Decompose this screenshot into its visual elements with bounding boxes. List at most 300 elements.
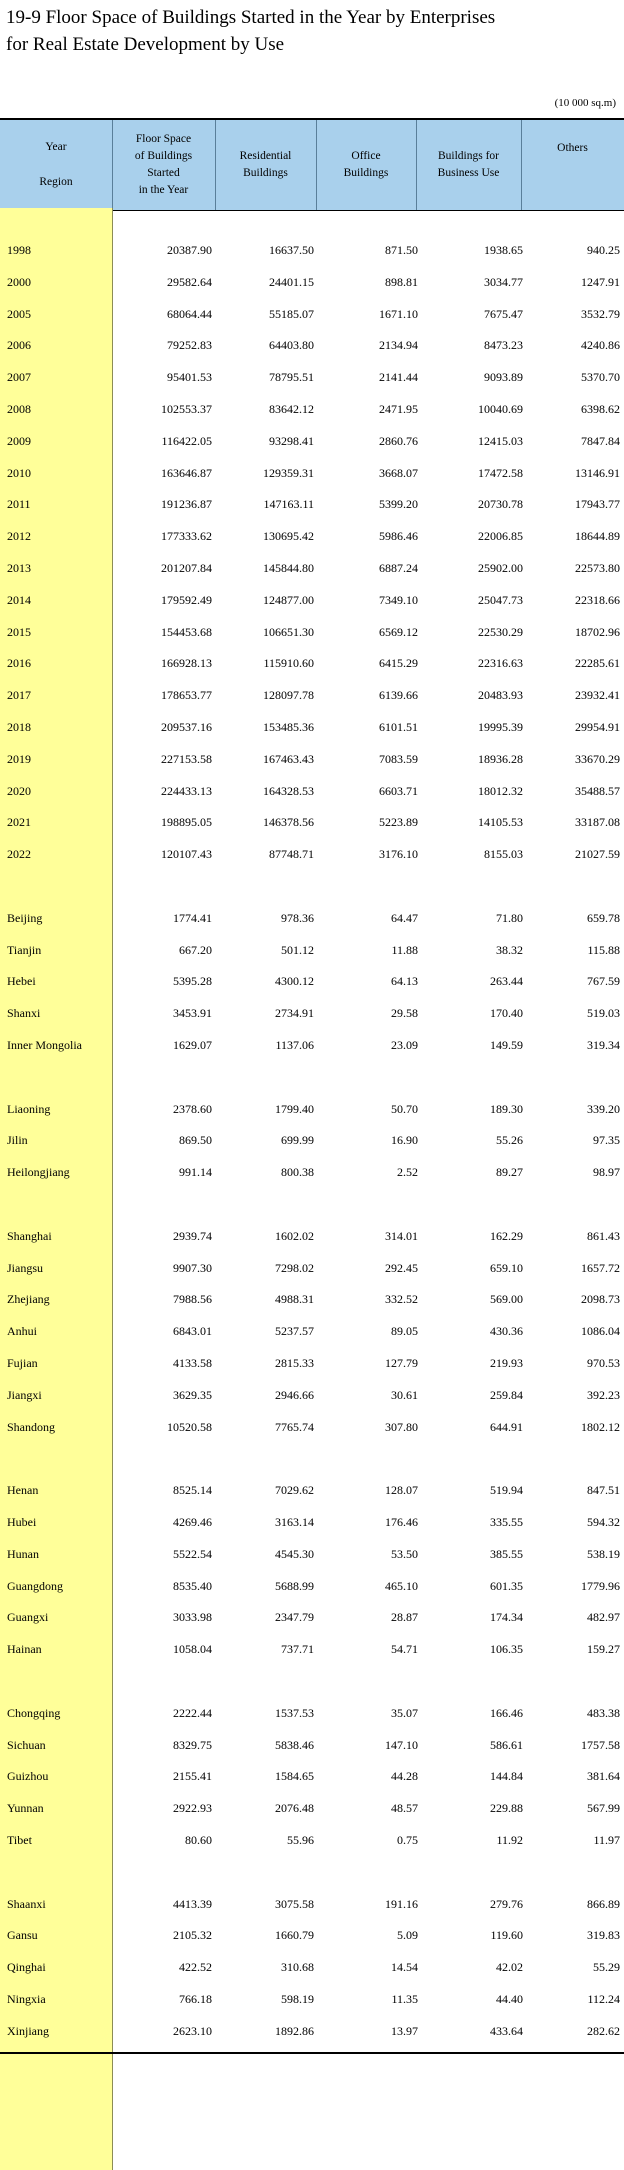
cell-value: 5237.57 [275, 1324, 314, 1339]
cell-value: 381.64 [587, 1769, 620, 1784]
cell-value: 29954.91 [575, 720, 620, 734]
cell-value: 519.03 [587, 1006, 620, 1021]
row-label: 2021 [7, 815, 31, 830]
cell-value: 128.07 [385, 1483, 418, 1498]
cell-value: 115910.60 [263, 656, 314, 671]
cell-value: 3668.07 [379, 465, 418, 480]
cell-value: 7675.47 [484, 306, 523, 321]
cell-value: 1086.04 [581, 1324, 620, 1339]
row-label: 2016 [7, 656, 31, 671]
cell-value: 112.24 [587, 1992, 620, 2006]
cell-value: 7083.59 [379, 751, 418, 766]
table-row [0, 1951, 624, 1983]
row-label: Jilin [7, 1133, 28, 1148]
cell-value: 766.18 [179, 1992, 212, 2006]
cell-value: 847.51 [587, 1483, 620, 1498]
table-row [0, 1792, 624, 1824]
cell-value: 38.32 [496, 942, 523, 957]
table-row [0, 838, 624, 870]
row-label: Hebei [7, 974, 36, 989]
header-office-line: Office [351, 150, 381, 162]
cell-value: 538.19 [587, 1546, 620, 1561]
cell-value: 601.35 [490, 1578, 523, 1593]
cell-value: 149.59 [490, 1038, 523, 1052]
cell-value: 567.99 [587, 1801, 620, 1816]
cell-value: 4269.46 [173, 1515, 212, 1529]
row-label: 2018 [7, 720, 31, 734]
table-row [0, 266, 624, 298]
cell-value: 35488.57 [575, 783, 620, 798]
cell-value: 22530.29 [478, 624, 523, 639]
cell-value: 5.09 [397, 1928, 418, 1943]
cell-value: 115.88 [587, 942, 620, 957]
cell-value: 7765.74 [275, 1419, 314, 1434]
cell-value: 13146.91 [575, 465, 620, 480]
cell-value: 282.62 [587, 2023, 620, 2038]
cell-value: 166928.13 [161, 656, 212, 671]
cell-value: 145844.80 [263, 561, 314, 575]
cell-value: 33670.29 [575, 751, 620, 766]
header-total-line: Floor Space [135, 133, 192, 145]
cell-value: 124877.00 [263, 592, 314, 607]
row-label: 2008 [7, 402, 31, 416]
table-row [0, 1347, 624, 1379]
cell-value: 87748.71 [269, 847, 314, 862]
cell-value: 159.27 [587, 1642, 620, 1657]
header-residential-line: Buildings [243, 167, 288, 179]
cell-value: 5370.70 [581, 370, 620, 385]
table-row [0, 647, 624, 679]
cell-value: 2076.48 [275, 1801, 314, 1816]
cell-value: 7349.10 [379, 592, 418, 607]
table-row [0, 965, 624, 997]
cell-value: 501.12 [281, 942, 314, 957]
cell-value: 940.25 [587, 243, 620, 257]
cell-value: 18702.96 [575, 624, 620, 639]
cell-value: 189.30 [490, 1101, 523, 1116]
cell-value: 1779.96 [581, 1578, 620, 1593]
row-label: Chongqing [7, 1705, 61, 1720]
cell-value: 6398.62 [581, 402, 620, 416]
cell-value: 127.79 [385, 1356, 418, 1370]
row-label: Gansu [7, 1928, 38, 1943]
cell-value: 130695.42 [263, 529, 314, 544]
cell-value: 71.80 [496, 910, 523, 925]
cell-value: 1584.65 [275, 1769, 314, 1784]
cell-value: 1799.40 [275, 1101, 314, 1116]
header-year-region [0, 120, 112, 210]
table-row [0, 1601, 624, 1633]
cell-value: 162.29 [490, 1228, 523, 1243]
cell-value: 0.75 [397, 1833, 418, 1847]
cell-value: 20483.93 [478, 688, 523, 703]
row-label: Liaoning [7, 1101, 51, 1116]
table-row [0, 1824, 624, 1856]
cell-value: 191.16 [385, 1896, 418, 1911]
cell-value: 3532.79 [581, 306, 620, 321]
table-row [0, 584, 624, 616]
table-row [0, 1315, 624, 1347]
table-bottom-rule [0, 2052, 624, 2054]
table-row [0, 298, 624, 330]
cell-value: 483.38 [587, 1705, 620, 1720]
row-label: Jiangxi [7, 1387, 42, 1402]
cell-value: 659.78 [587, 910, 620, 925]
cell-value: 164328.53 [263, 783, 314, 798]
row-label: 2022 [7, 847, 31, 862]
cell-value: 129359.31 [263, 465, 314, 480]
cell-value: 106651.30 [263, 624, 314, 639]
cell-value: 292.45 [385, 1260, 418, 1275]
cell-value: 79252.83 [167, 338, 212, 353]
table-row [0, 1124, 624, 1156]
cell-value: 16637.50 [269, 243, 314, 257]
row-label: Ningxia [7, 1992, 46, 2006]
row-label: Sichuan [7, 1737, 46, 1752]
table-row [0, 1506, 624, 1538]
cell-value: 2946.66 [275, 1387, 314, 1402]
row-label: Fujian [7, 1356, 38, 1370]
row-label: 2007 [7, 370, 31, 385]
cell-value: 5986.46 [379, 529, 418, 544]
cell-value: 2471.95 [379, 402, 418, 416]
cell-value: 224433.13 [161, 783, 212, 798]
row-label: Guizhou [7, 1769, 49, 1784]
cell-value: 6603.71 [379, 783, 418, 798]
cell-value: 23.09 [391, 1038, 418, 1052]
table-row [0, 1252, 624, 1284]
cell-value: 2.52 [397, 1165, 418, 1180]
cell-value: 970.53 [587, 1356, 620, 1370]
cell-value: 2098.73 [581, 1292, 620, 1307]
cell-value: 1802.12 [581, 1419, 620, 1434]
table-row [0, 329, 624, 361]
cell-value: 800.38 [281, 1165, 314, 1180]
row-label: 2015 [7, 624, 31, 639]
cell-value: 55.26 [496, 1133, 523, 1148]
cell-value: 1247.91 [581, 274, 620, 289]
cell-value: 198895.05 [161, 815, 212, 830]
table-row [0, 1156, 624, 1188]
cell-value: 519.94 [490, 1483, 523, 1498]
header-office [316, 120, 416, 210]
header-region: Region [39, 176, 73, 188]
header-office-line: Buildings [343, 167, 389, 179]
cell-value: 17472.58 [478, 465, 523, 480]
cell-value: 5395.28 [173, 974, 212, 989]
header-total [112, 120, 215, 210]
cell-value: 14105.53 [478, 815, 523, 830]
cell-value: 21027.59 [575, 847, 620, 862]
header-residential-line: Residential [239, 150, 292, 162]
row-label: Hubei [7, 1515, 37, 1529]
header-others [521, 120, 624, 210]
cell-value: 598.19 [281, 1992, 314, 2006]
cell-value: 17943.77 [575, 497, 620, 512]
cell-value: 154453.68 [161, 624, 212, 639]
cell-value: 102553.37 [161, 402, 212, 416]
cell-value: 11.35 [391, 1992, 418, 2006]
cell-value: 8473.23 [484, 338, 523, 353]
cell-value: 22318.66 [575, 592, 620, 607]
cell-value: 11.97 [593, 1833, 620, 1847]
cell-value: 871.50 [385, 243, 418, 257]
cell-value: 179592.49 [161, 592, 212, 607]
row-label: Hainan [7, 1642, 42, 1657]
row-label: 2014 [7, 592, 31, 607]
row-label: Heilongjiang [7, 1165, 70, 1180]
row-label: 2011 [7, 497, 31, 512]
cell-value: 163646.87 [161, 465, 212, 480]
table-row [0, 361, 624, 393]
cell-value: 2815.33 [275, 1356, 314, 1370]
cell-value: 227153.58 [161, 751, 212, 766]
cell-value: 68064.44 [167, 306, 212, 321]
table-row [0, 679, 624, 711]
cell-value: 4133.58 [173, 1356, 212, 1370]
cell-value: 18012.32 [478, 783, 523, 798]
cell-value: 64403.80 [269, 338, 314, 353]
table-row [0, 1729, 624, 1761]
cell-value: 7988.56 [173, 1292, 212, 1307]
cell-value: 279.76 [490, 1896, 523, 1911]
cell-value: 898.81 [385, 274, 418, 289]
cell-value: 2155.41 [173, 1769, 212, 1784]
cell-value: 2105.32 [173, 1928, 212, 1943]
cell-value: 644.91 [490, 1419, 523, 1434]
cell-value: 97.35 [593, 1133, 620, 1148]
header-year: Year [45, 141, 67, 153]
cell-value: 1774.41 [173, 910, 212, 925]
cell-value: 44.40 [496, 1992, 523, 2006]
row-label: Beijing [7, 910, 43, 925]
cell-value: 7298.02 [275, 1260, 314, 1275]
cell-value: 191236.87 [161, 497, 212, 512]
table-row [0, 1220, 624, 1252]
cell-value: 2141.44 [379, 370, 418, 385]
cell-value: 22285.61 [575, 656, 620, 671]
cell-value: 22006.85 [478, 529, 523, 544]
cell-value: 310.68 [281, 1960, 314, 1975]
cell-value: 2939.74 [173, 1228, 212, 1243]
cell-value: 78795.51 [269, 370, 314, 385]
row-label: Yunnan [7, 1801, 44, 1816]
row-label: Qinghai [7, 1960, 46, 1975]
cell-value: 64.47 [391, 910, 418, 925]
cell-value: 11.92 [496, 1833, 523, 1847]
row-label: 2012 [7, 529, 31, 544]
unit-label: (10 000 sq.m) [554, 97, 616, 109]
cell-value: 229.88 [490, 1801, 523, 1816]
cell-value: 332.52 [385, 1292, 418, 1307]
row-label: Hunan [7, 1546, 39, 1561]
header-residential [215, 120, 316, 210]
cell-value: 28.87 [391, 1610, 418, 1625]
cell-value: 16.90 [391, 1133, 418, 1148]
cell-value: 1892.86 [275, 2023, 314, 2038]
cell-value: 174.34 [490, 1610, 523, 1625]
cell-value: 1629.07 [173, 1038, 212, 1052]
cell-value: 4988.31 [275, 1292, 314, 1307]
cell-value: 8329.75 [173, 1737, 212, 1752]
cell-value: 6415.29 [379, 656, 418, 671]
table-row [0, 1029, 624, 1061]
cell-value: 42.02 [496, 1960, 523, 1975]
cell-value: 48.57 [391, 1801, 418, 1816]
title-line-1: 19-9 Floor Space of Buildings Started in the Year by Enterprises [6, 7, 496, 28]
table-row [0, 1760, 624, 1792]
cell-value: 8155.03 [484, 847, 523, 862]
table-row [0, 2015, 624, 2047]
row-label: Henan [7, 1483, 39, 1498]
row-label: Tianjin [7, 942, 42, 957]
cell-value: 10040.69 [478, 402, 523, 416]
header-total-line: Started [147, 167, 180, 179]
cell-value: 4300.12 [275, 974, 314, 989]
cell-value: 55.96 [287, 1833, 314, 1847]
cell-value: 19995.39 [478, 720, 523, 734]
row-label: 2013 [7, 561, 31, 575]
cell-value: 20387.90 [167, 243, 212, 257]
cell-value: 54.71 [391, 1642, 418, 1657]
cell-value: 263.44 [490, 974, 523, 989]
table-row [0, 1411, 624, 1443]
cell-value: 166.46 [490, 1705, 523, 1720]
cell-value: 22316.63 [478, 656, 523, 671]
table-row [0, 1093, 624, 1125]
cell-value: 11.88 [391, 942, 418, 957]
table-row [0, 457, 624, 489]
cell-value: 259.84 [490, 1387, 523, 1402]
cell-value: 4545.30 [275, 1546, 314, 1561]
cell-value: 2378.60 [173, 1101, 212, 1116]
table-row [0, 1633, 624, 1665]
header-total-line: of Buildings [134, 150, 193, 162]
cell-value: 667.20 [179, 942, 212, 957]
cell-value: 659.10 [490, 1260, 523, 1275]
cell-value: 147.10 [385, 1737, 418, 1752]
cell-value: 219.93 [490, 1356, 523, 1370]
table-row [0, 1379, 624, 1411]
cell-value: 35.07 [391, 1705, 418, 1720]
cell-value: 22573.80 [575, 561, 620, 575]
cell-value: 209537.16 [161, 720, 212, 734]
table-row [0, 234, 624, 266]
row-label: Shanxi [7, 1006, 41, 1021]
cell-value: 2860.76 [379, 433, 418, 448]
cell-value: 18936.28 [478, 751, 523, 766]
cell-value: 50.70 [391, 1101, 418, 1116]
cell-value: 307.80 [385, 1419, 418, 1434]
row-label: Guangdong [7, 1578, 63, 1593]
table-row [0, 488, 624, 520]
cell-value: 482.97 [587, 1610, 620, 1625]
header-business-line: Business Use [437, 167, 500, 179]
cell-value: 116422.05 [161, 433, 212, 448]
cell-value: 1137.06 [275, 1038, 314, 1052]
cell-value: 1058.04 [173, 1642, 212, 1657]
cell-value: 2222.44 [173, 1705, 212, 1720]
row-label: Zhejiang [7, 1292, 50, 1307]
data-table [0, 118, 624, 2038]
cell-value: 178653.77 [161, 688, 212, 703]
cell-value: 3629.35 [173, 1387, 212, 1402]
cell-value: 93298.41 [269, 433, 314, 448]
cell-value: 5399.20 [379, 497, 418, 512]
cell-value: 869.50 [179, 1133, 212, 1148]
cell-value: 170.40 [490, 1006, 523, 1021]
table-row [0, 1570, 624, 1602]
table-row [0, 997, 624, 1029]
cell-value: 33187.08 [575, 815, 620, 830]
cell-value: 201207.84 [161, 561, 212, 575]
table-row [0, 775, 624, 807]
cell-value: 128097.78 [263, 688, 314, 703]
cell-value: 29582.64 [167, 274, 212, 289]
row-label: Tibet [7, 1833, 32, 1847]
cell-value: 13.97 [391, 2023, 418, 2038]
cell-value: 5688.99 [275, 1578, 314, 1593]
row-label: 2006 [7, 338, 31, 353]
cell-value: 2734.91 [275, 1006, 314, 1021]
table-row [0, 934, 624, 966]
table-row [0, 711, 624, 743]
cell-value: 465.10 [385, 1578, 418, 1593]
cell-value: 98.97 [593, 1165, 620, 1180]
cell-value: 1671.10 [379, 306, 418, 321]
cell-value: 2922.93 [173, 1801, 212, 1816]
table-row [0, 425, 624, 457]
cell-value: 20730.78 [478, 497, 523, 512]
cell-value: 433.64 [490, 2023, 523, 2038]
table-header [0, 118, 624, 211]
cell-value: 422.52 [179, 1960, 212, 1975]
row-label: Inner Mongolia [7, 1038, 82, 1052]
table-row [0, 520, 624, 552]
row-label: Shandong [7, 1419, 55, 1434]
cell-value: 9907.30 [173, 1260, 212, 1275]
cell-value: 83642.12 [269, 402, 314, 416]
cell-value: 1537.53 [275, 1705, 314, 1720]
cell-value: 737.71 [281, 1642, 314, 1657]
cell-value: 5522.54 [173, 1546, 212, 1561]
cell-value: 55.29 [593, 1960, 620, 1975]
cell-value: 89.05 [391, 1324, 418, 1339]
header-business [416, 120, 521, 210]
cell-value: 3453.91 [173, 1006, 212, 1021]
cell-value: 1938.65 [484, 243, 523, 257]
cell-value: 167463.43 [263, 751, 314, 766]
table-row [0, 1697, 624, 1729]
cell-value: 144.84 [490, 1769, 523, 1784]
cell-value: 6569.12 [379, 624, 418, 639]
cell-value: 430.36 [490, 1324, 523, 1339]
cell-value: 120107.43 [161, 847, 212, 862]
cell-value: 6843.01 [173, 1324, 212, 1339]
cell-value: 176.46 [385, 1515, 418, 1529]
cell-value: 861.43 [587, 1228, 620, 1243]
cell-value: 23932.41 [575, 688, 620, 703]
cell-value: 319.83 [587, 1928, 620, 1943]
cell-value: 119.60 [490, 1928, 523, 1943]
row-label: 1998 [7, 243, 31, 257]
cell-value: 314.01 [385, 1228, 418, 1243]
cell-value: 3163.14 [275, 1515, 314, 1529]
cell-value: 53.50 [391, 1546, 418, 1561]
cell-value: 4413.39 [173, 1896, 212, 1911]
cell-value: 569.00 [490, 1292, 523, 1307]
cell-value: 89.27 [496, 1165, 523, 1180]
